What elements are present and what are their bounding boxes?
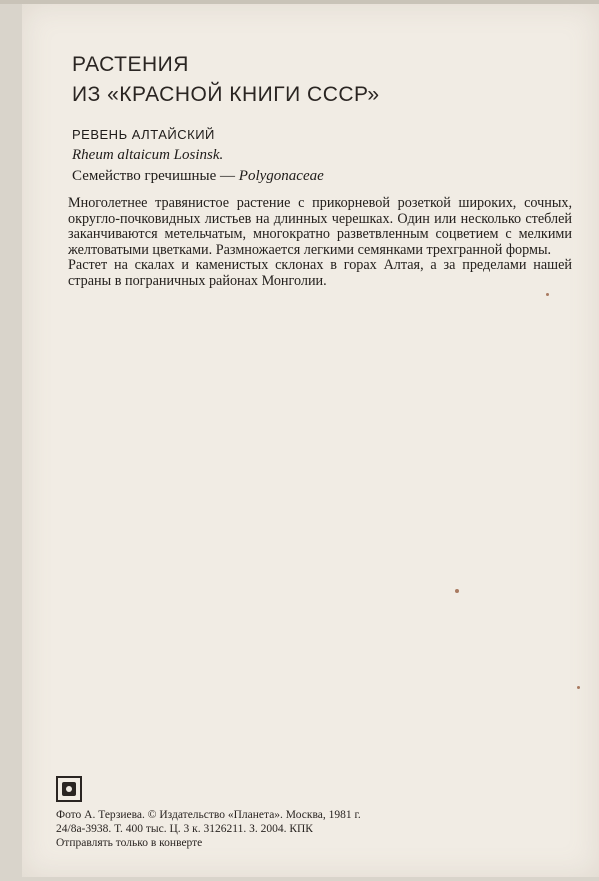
series-title-line1: РАСТЕНИЯ bbox=[72, 53, 189, 76]
imprint-line-3: Отправлять только в конверте bbox=[56, 837, 203, 849]
plant-latin-name: Rheum altaicum Losinsk. bbox=[72, 147, 224, 163]
series-title bbox=[72, 50, 380, 110]
description-paragraph-2: Растет на скалах и каменистых склонах в горах Алтая, а за пределами нашей страны в пограничных районах Монголии. bbox=[68, 257, 572, 289]
foxing-spot bbox=[546, 293, 549, 296]
description-paragraph-1: Многолетнее травянистое растение с прикорневой розеткой широких, сочных, округло-почковидных листьев на длинных черешках. Один или несколько стеблей заканчиваются метельчатым, многократно разветвленным соцветием с мелкими желтоватыми цветками. Размножается легкими семянками трехгранной формы. bbox=[68, 195, 572, 258]
imprint bbox=[56, 808, 496, 850]
plant-family bbox=[72, 168, 324, 185]
family-russian: Семейство гречишные — bbox=[72, 168, 239, 184]
series-title-line2: ИЗ «КРАСНОЙ КНИГИ СССР» bbox=[72, 83, 380, 106]
family-latin: Polygonaceae bbox=[238, 168, 324, 184]
foxing-spot bbox=[577, 686, 580, 689]
plant-description bbox=[68, 196, 572, 290]
imprint-line-1: Фото А. Терзиева. © Издательство «Планета». Москва, 1981 г. bbox=[56, 809, 361, 821]
publisher-logo-icon bbox=[56, 776, 82, 802]
imprint-line-2: 24/8а-3938. Т. 400 тыс. Ц. 3 к. 3126211. З. 2004. КПК bbox=[56, 823, 313, 835]
plant-name: РЕВЕНЬ АЛТАЙСКИЙ bbox=[72, 127, 215, 142]
foxing-spot bbox=[455, 589, 459, 593]
